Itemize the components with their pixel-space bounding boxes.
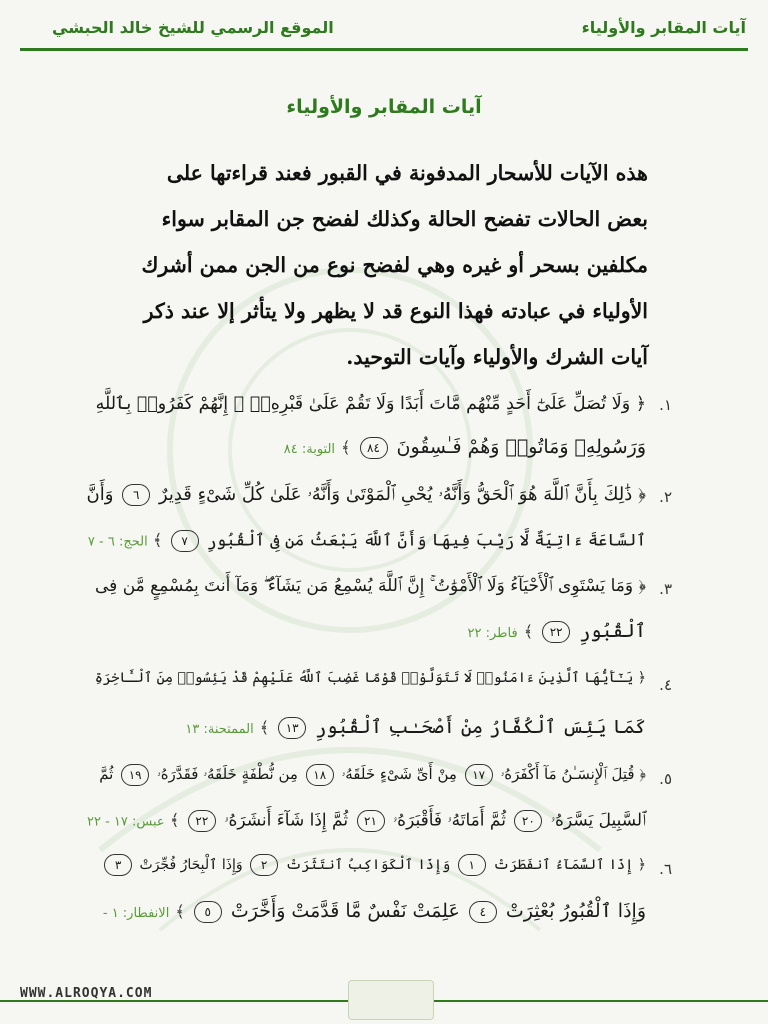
verse-number: ٣. bbox=[659, 580, 672, 598]
ayah-marker: ٢١ bbox=[357, 810, 385, 832]
ayah-marker: ١٩ bbox=[121, 764, 149, 786]
ayah-marker: ٥ bbox=[194, 901, 222, 923]
verse-reference: الممتحنة: ١٣ bbox=[185, 722, 254, 737]
ayah-marker: ٧ bbox=[171, 530, 199, 552]
verse-number: ٦. bbox=[659, 860, 672, 878]
ayah-marker: ١ bbox=[458, 854, 486, 876]
intro-line: مكلفين بسحر أو غيره وهي لفضح نوع من الجن ممن أشرك bbox=[141, 253, 648, 277]
verse-text: وَإِذَا ٱلْكَوَاكِبُ ٱنتَثَرَتْ bbox=[285, 857, 451, 873]
verse-line bbox=[87, 810, 646, 832]
verse-text: مِنْ أَىِّ شَىْءٍ خَلَقَهُۥ bbox=[341, 765, 457, 783]
verse-text: ٱلْقُبُورِ bbox=[579, 620, 646, 642]
closing-bracket-icon: ﴾ bbox=[152, 530, 163, 550]
verse-line: ﴿ وَمَا يَسْتَوِى ٱلْأَحْيَآءُ وَلَا ٱلْأَمْوَٰتُ ۚ إِنَّ ٱللَّهَ يُسْمِعُ مَن يَشَآءُ ۖ وَمَآ أَنتَ بِمُسْمِعٍ مَّن فِى bbox=[95, 576, 646, 596]
verse-text: وَأَنَّ bbox=[86, 484, 114, 505]
verse-text: ثُمَّ bbox=[99, 765, 114, 783]
ayah-marker: ٢٢ bbox=[542, 621, 570, 643]
verse-text: ﴿ قُتِلَ ٱلْإِنسَـٰنُ مَآ أَكْفَرَهُۥ bbox=[500, 765, 646, 783]
ayah-marker: ٢ bbox=[250, 854, 278, 876]
closing-bracket-icon: ﴾ bbox=[175, 902, 185, 921]
verse-text: وَإِذَا ٱلْقُبُورُ بُعْثِرَتْ bbox=[505, 900, 646, 922]
verse-line bbox=[103, 900, 646, 923]
verse-reference: الانفطار: ١ - bbox=[102, 906, 170, 921]
verse-number: ٥. bbox=[659, 770, 672, 788]
verse-line bbox=[284, 436, 646, 459]
closing-bracket-icon: ﴾ bbox=[341, 438, 351, 457]
intro-line: آيات الشرك والأولياء وآيات التوحيد. bbox=[346, 345, 648, 369]
verse-text: كَمَا يَئِسَ ٱلْكُفَّارُ مِنْ أَصْحَـٰبِ ٱلْقُبُورِ bbox=[315, 716, 646, 738]
verse-reference: التوبة: ٨٤ bbox=[283, 442, 336, 457]
verse-line bbox=[88, 530, 646, 552]
header-left-title: الموقع الرسمي للشيخ خالد الحبشي bbox=[52, 18, 334, 37]
closing-bracket-icon: ﴾ bbox=[523, 622, 534, 641]
page-header bbox=[0, 0, 768, 56]
verse-text: ﴿ إِذَا ٱلسَّمَآءُ ٱنفَطَرَتْ bbox=[493, 857, 646, 873]
verse-text: وَرَسُولِهِۦ وَمَاتُوا۟ وَهُمْ فَـٰسِقُونَ bbox=[396, 436, 646, 458]
verse-line bbox=[101, 854, 646, 876]
header-right-title: آيات المقابر والأولياء bbox=[581, 18, 746, 37]
ayah-marker: ١٣ bbox=[278, 717, 306, 739]
verse-line bbox=[185, 716, 646, 739]
ayah-marker: ٢٢ bbox=[188, 810, 216, 832]
footer-website-link[interactable]: WWW.ALROQYA.COM bbox=[20, 986, 153, 1001]
ayah-marker: ١٨ bbox=[306, 764, 334, 786]
intro-line: هذه الآيات للأسحار المدفونة في القبور فعند قراءتها على bbox=[166, 161, 648, 185]
verse-text: مِن نُّطْفَةٍ خَلَقَهُۥ فَقَدَّرَهُۥ bbox=[156, 765, 298, 783]
verse-line bbox=[87, 484, 646, 506]
verse-text: ٱلسَّبِيلَ يَسَّرَهُۥ bbox=[550, 810, 646, 831]
verse-reference: الحج: ٦ - ٧ bbox=[87, 534, 148, 550]
verse-line bbox=[468, 620, 647, 643]
verse-number: ٢. bbox=[659, 488, 672, 506]
verse-text: ٱلسَّاعَةَ ءَاتِيَةٌ لَّا رَيْبَ فِيهَا وَأَنَّ ٱللَّهَ يَبْعَثُ مَن فِى ٱلْقُبُورِ bbox=[206, 530, 646, 550]
ayah-marker: ٨٤ bbox=[360, 437, 388, 459]
closing-bracket-icon: ﴾ bbox=[259, 718, 270, 737]
ayah-marker: ٣ bbox=[104, 854, 132, 876]
verse-number: ١. bbox=[659, 396, 672, 414]
closing-bracket-icon: ﴾ bbox=[170, 810, 180, 830]
verse-text: ثُمَّ إِذَا شَآءَ أَنشَرَهُۥ bbox=[224, 810, 349, 831]
intro-line: بعض الحالات تفضح الحالة وكذلك لفضح جن المقابر سواء bbox=[161, 207, 648, 231]
footer-page-tab bbox=[348, 980, 434, 1020]
verse-line: ﴿ وَلَا تُصَلِّ عَلَىٰٓ أَحَدٍ مِّنْهُم مَّاتَ أَبَدًا وَلَا تَقُمْ عَلَىٰ قَبْرِهِۦٓ ۖ إِنَّهُمْ كَفَرُوا۟ بِٱللَّهِ bbox=[95, 394, 646, 414]
header-divider bbox=[20, 48, 748, 51]
verse-text: عَلِمَتْ نَفْسٌ مَّا قَدَّمَتْ وَأَخَّرَتْ bbox=[230, 900, 460, 922]
verse-number: ٤. bbox=[659, 676, 672, 694]
page-title: آيات المقابر والأولياء bbox=[286, 96, 482, 118]
ayah-marker: ١٧ bbox=[465, 764, 493, 786]
ayah-marker: ٦ bbox=[122, 484, 150, 506]
verse-reference: فاطر: ٢٢ bbox=[467, 626, 518, 641]
verse-line: ﴿ يَـٰٓأَيُّهَا ٱلَّذِينَ ءَامَنُوا۟ لَا تَتَوَلَّوْا۟ قَوْمًا غَضِبَ ٱللَّهُ عَلَيْهِمْ قَدْ يَئِسُوا۟ مِنَ ٱلْـَٔاخِرَةِ bbox=[94, 670, 646, 686]
ayah-marker: ٤ bbox=[469, 901, 497, 923]
intro-line: الأولياء في عبادته فهذا النوع قد لا يظهر ولا يتأثر إلا عند ذكر bbox=[143, 299, 648, 323]
verse-reference: عبس: ١٧ - ٢٢ bbox=[86, 814, 165, 830]
verse-text: ﴿ ذَٰلِكَ بِأَنَّ ٱللَّهَ هُوَ ٱلْحَقُّ وَأَنَّهُۥ يُحْىِ ٱلْمَوْتَىٰ وَأَنَّهُۥ عَلَىٰ كُلِّ شَىْءٍ قَدِيرٌ bbox=[158, 484, 646, 505]
ayah-marker: ٢٠ bbox=[514, 810, 542, 832]
verse-text: ثُمَّ أَمَاتَهُۥ فَأَقْبَرَهُۥ bbox=[392, 810, 506, 831]
intro-paragraph bbox=[120, 150, 648, 380]
verse-line bbox=[99, 764, 646, 786]
verse-text: وَإِذَا ٱلْبِحَارُ فُجِّرَتْ bbox=[139, 857, 243, 873]
